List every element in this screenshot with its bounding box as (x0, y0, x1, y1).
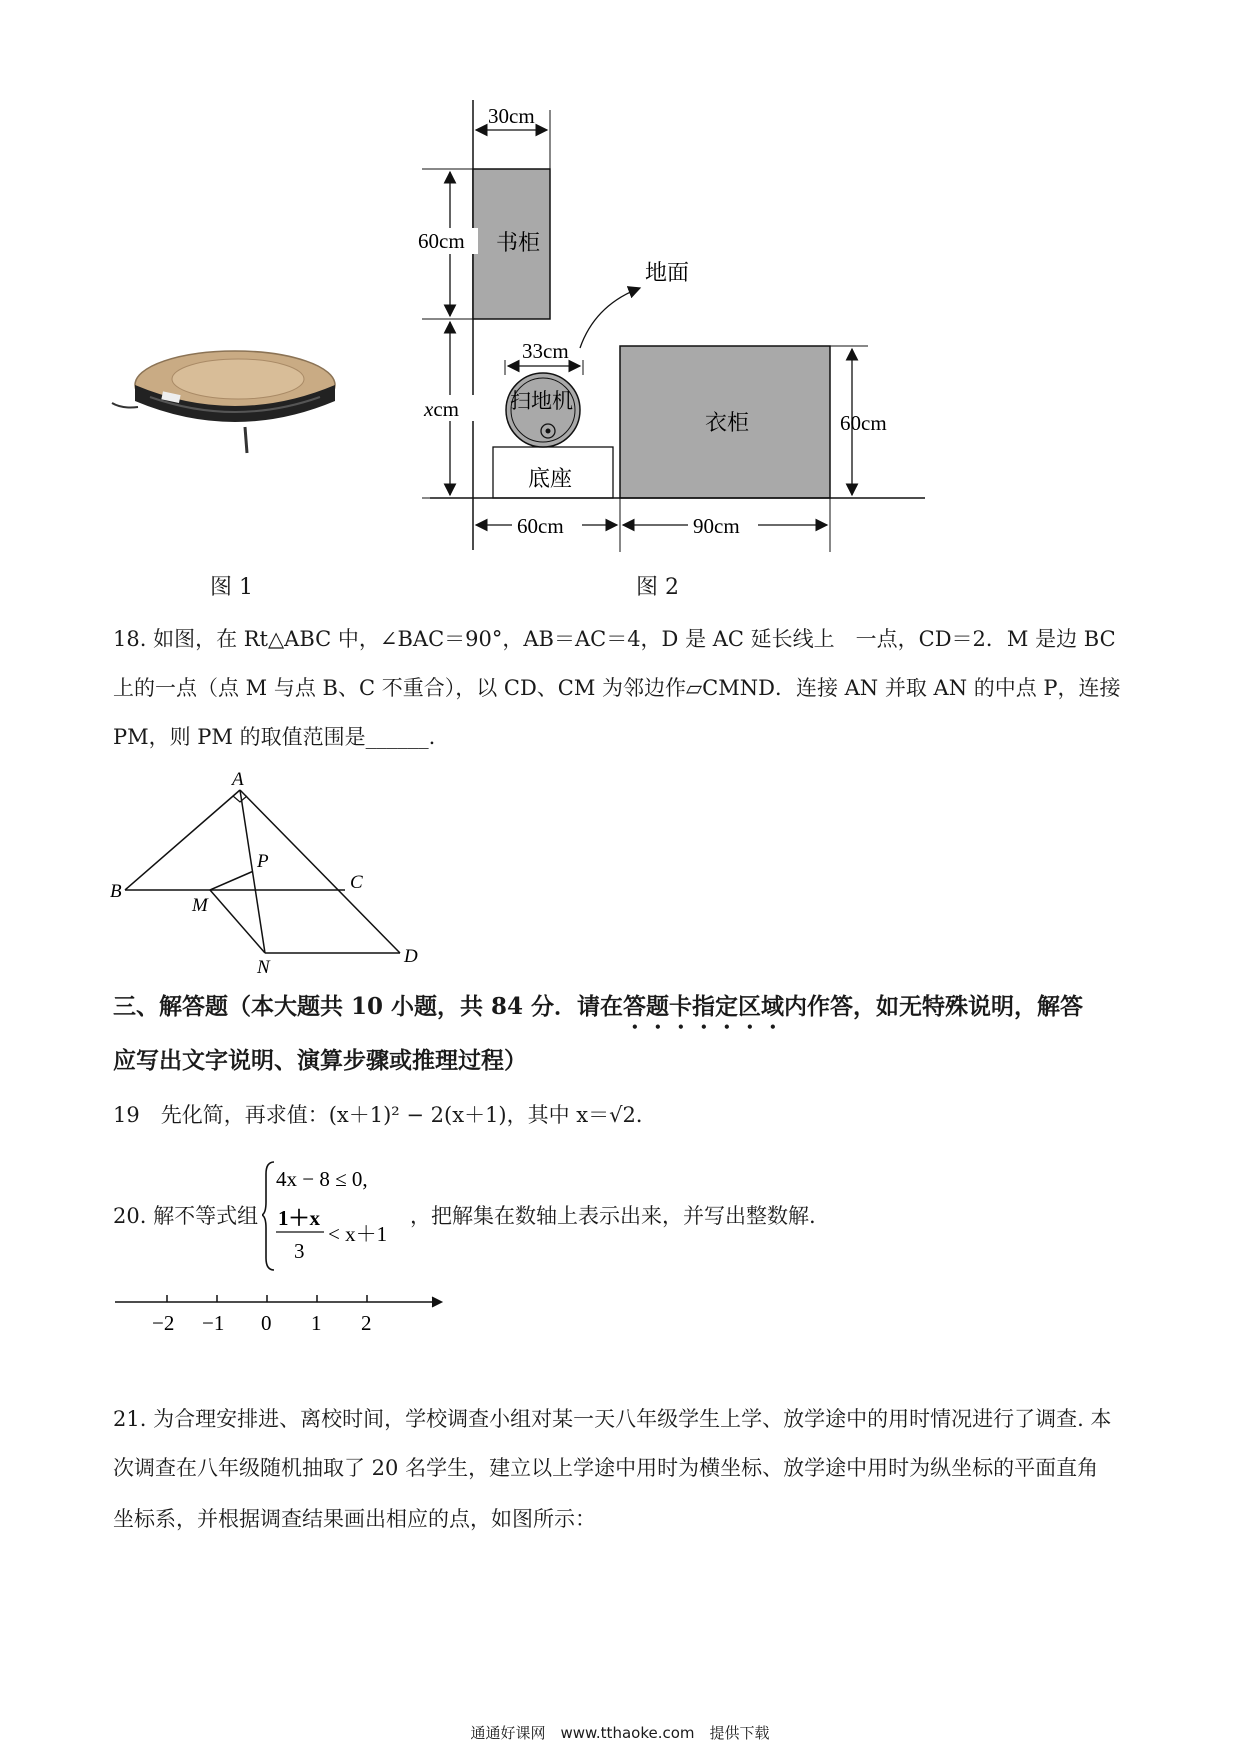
dim-60cm-bottom: 60cm (517, 514, 564, 538)
label-C: C (350, 872, 363, 893)
section3-heading-line2: 应写出文字说明、演算步骤或推理过程） (113, 1047, 527, 1074)
bookcase-label: 书柜 (496, 230, 541, 255)
dim-33cm: 33cm (522, 339, 569, 363)
dim-xcm: xcm (424, 397, 459, 421)
tick-2: 2 (361, 1311, 372, 1335)
ineq2-denominator: 3 (294, 1239, 305, 1263)
q21-line1: 21. 为合理安排进、离校时间，学校调查小组对某一天八年级学生上学、放学途中的用时情况进行了调查. 本 (113, 1407, 1112, 1431)
triangle-figure (110, 770, 430, 980)
robot-vacuum-photo (110, 335, 340, 475)
tick-0: 0 (261, 1311, 272, 1335)
tick-1: 1 (311, 1311, 322, 1335)
q20-suffix: ，把解集在数轴上表示出来，并写出整数解. (410, 1204, 816, 1228)
base-label: 底座 (528, 466, 573, 491)
q20-prefix: 20. 解不等式组 (113, 1204, 259, 1228)
q18-line2: 上的一点（点 M 与点 B、C 不重合），以 CD、CM 为邻边作▱CMND．连接 AN 并取 AN 的中点 P，连接 (113, 676, 1121, 700)
page-footer: 通通好课网 www.tthaoke.com 提供下载 (470, 1724, 770, 1742)
ineq1: 4x − 8 ≤ 0, (276, 1167, 368, 1191)
dim-90cm-bottom: 90cm (693, 514, 740, 538)
section3-heading-line1: 三、解答题（本大题共 10 小题，共 84 分．请在答题卡指定区域内作答，如无特殊说明，解答 (113, 993, 1084, 1020)
q21-line2: 次调查在八年级随机抽取了 20 名学生，建立以上学途中用时为横坐标、放学途中用时为纵坐标的平面直角 (113, 1456, 1099, 1480)
room-layout-diagram (400, 90, 950, 560)
figure2-caption: 图 2 (636, 575, 679, 600)
ineq2-rhs: < x＋1 (328, 1222, 388, 1246)
label-B: B (110, 881, 122, 902)
figure1-caption: 图 1 (210, 575, 253, 600)
wardrobe-label: 衣柜 (705, 410, 750, 435)
label-N: N (257, 957, 270, 978)
dim-60cm-left: 60cm (418, 229, 465, 253)
dim-30cm: 30cm (488, 104, 535, 128)
ineq2-numerator: 1＋x (278, 1206, 320, 1230)
robot-label: 扫地机 (510, 389, 573, 413)
floor-label: 地面 (645, 260, 690, 285)
label-D: D (404, 946, 418, 967)
q18-line3: PM，则 PM 的取值范围是______. (113, 725, 436, 749)
q21-line3: 坐标系，并根据调查结果画出相应的点，如图所示： (113, 1507, 596, 1531)
number-line (110, 1280, 450, 1340)
q19-text: 19 先化简，再求值：(x＋1)² − 2(x＋1)，其中 x＝√2． (113, 1103, 657, 1127)
tick-neg2: −2 (152, 1311, 175, 1335)
label-M: M (192, 895, 208, 916)
q18-line1: 18. 如图，在 Rt△ABC 中，∠BAC＝90°，AB＝AC＝4，D 是 AC 延长线上 一点，CD＝2．M 是边 BC (113, 627, 1116, 651)
label-A: A (232, 770, 244, 790)
tick-neg1: −1 (202, 1311, 225, 1335)
label-P: P (257, 851, 269, 872)
dim-60cm-right: 60cm (840, 411, 887, 435)
inequality-system (262, 1158, 412, 1273)
